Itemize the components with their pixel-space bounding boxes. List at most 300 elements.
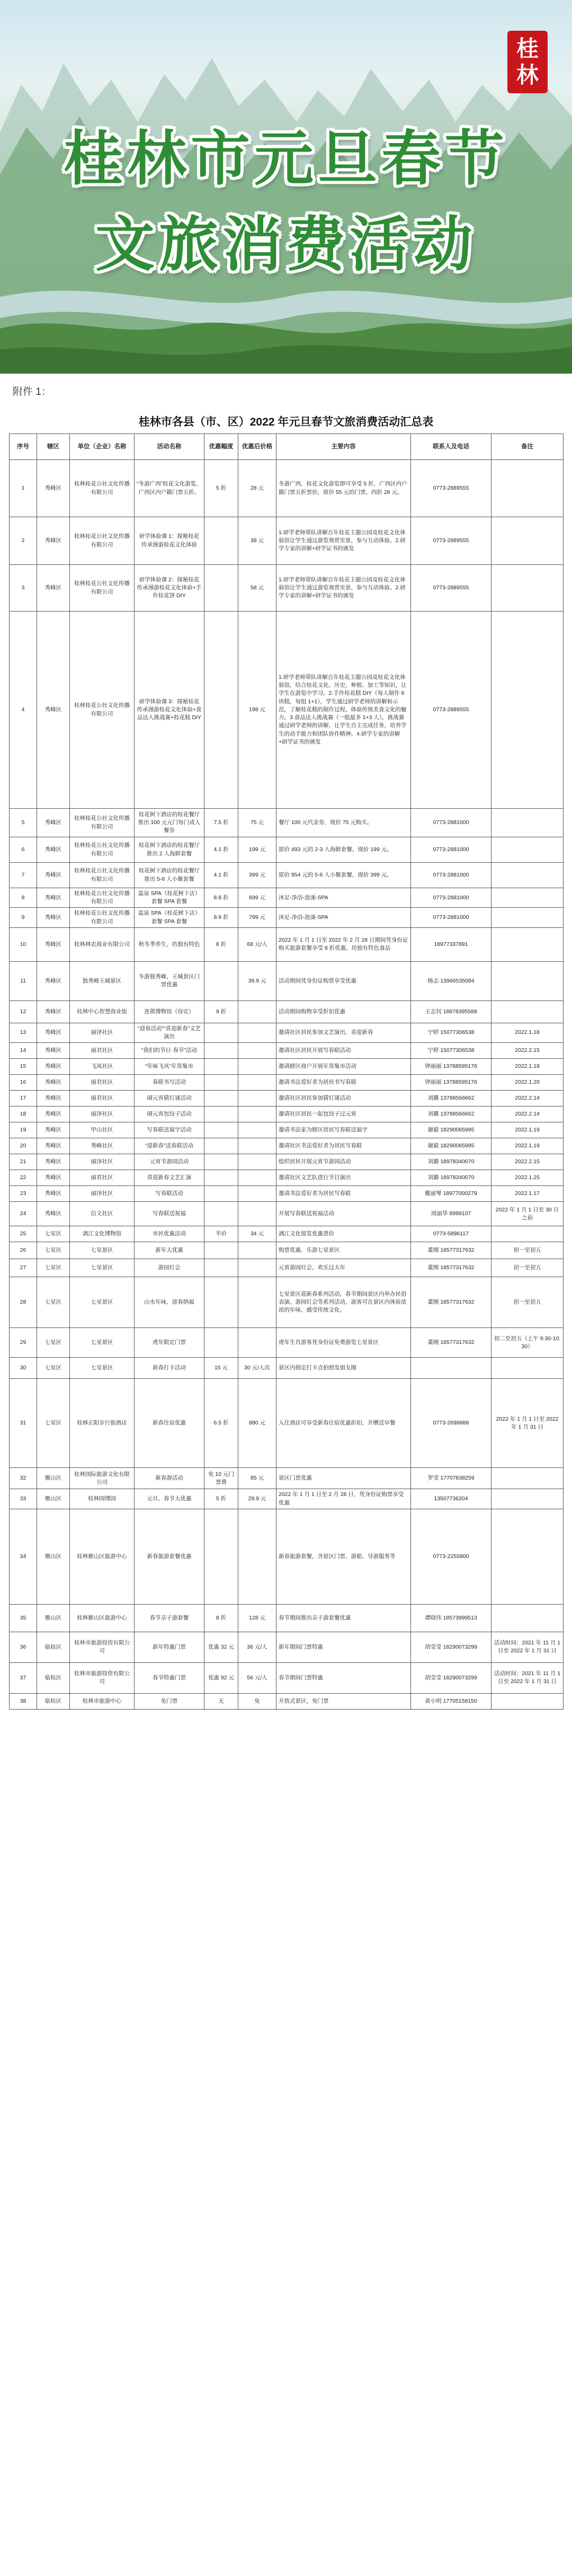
header-district: 辖区 xyxy=(37,434,70,460)
cell-organization: 桂林桂花公社文化传播有限公司 xyxy=(70,809,135,837)
cell-discount xyxy=(204,1023,238,1042)
cell-organization: 桂林雁山区旅游中心 xyxy=(70,1604,135,1632)
table-row xyxy=(10,908,564,927)
cell-organization: 丽君社区 xyxy=(70,1075,135,1091)
table-row xyxy=(10,1043,564,1059)
cell-remarks xyxy=(491,1604,564,1632)
cell-remarks xyxy=(491,1693,564,1709)
cell-contact: 0773-2889555 xyxy=(411,460,491,517)
cell-index: 3 xyxy=(10,565,37,612)
cell-organization: 桂林市旅游中心 xyxy=(70,1693,135,1709)
cell-discount: 8 折 xyxy=(204,1604,238,1632)
table-header-row xyxy=(10,434,564,460)
table-row xyxy=(10,1091,564,1106)
cell-district: 秀峰区 xyxy=(37,1186,70,1202)
cell-contact: 刘璐 18978340070 xyxy=(411,1154,491,1170)
cell-organization: 七星景区 xyxy=(70,1358,135,1379)
cell-remarks xyxy=(491,565,564,612)
cell-activity: 写春联送福字活动 xyxy=(135,1122,204,1138)
cell-contact: 0773-2881000 xyxy=(411,837,491,863)
banner-title-line1: 桂林市元旦春节 xyxy=(64,125,508,193)
cell-activity: 春节特惠门票 xyxy=(135,1662,204,1693)
banner-title-line2: 文旅消费活动 xyxy=(95,210,477,279)
cell-price: 75 元 xyxy=(238,809,276,837)
cell-price xyxy=(238,1170,276,1186)
cell-organization: 丽君社区 xyxy=(70,1091,135,1106)
cell-price: 85 元 xyxy=(238,1468,276,1489)
cell-activity: 游园灯会 xyxy=(135,1259,204,1277)
cell-contact: 0773-2881000 xyxy=(411,809,491,837)
cell-remarks: 初一至初五 xyxy=(491,1277,564,1328)
cell-activity: 研学体验课 3：探秘桂花传承漫游桂花文化体验+食品达人挑战赛+桂花糕 DIY xyxy=(135,612,204,809)
cell-index: 14 xyxy=(10,1043,37,1059)
cell-index: 32 xyxy=(10,1468,37,1489)
cell-organization: 漓江文化博物馆 xyxy=(70,1226,135,1242)
cell-district: 秀峰区 xyxy=(37,888,70,908)
cell-organization: 七星景区 xyxy=(70,1277,135,1328)
cell-activity: 闹元宵包饺子活动 xyxy=(135,1106,204,1122)
table-row xyxy=(10,517,564,565)
cell-contact: 0773-2889555 xyxy=(411,612,491,809)
table-row xyxy=(10,1379,564,1468)
table-row xyxy=(10,1106,564,1122)
cell-price: 36 元/人 xyxy=(238,1632,276,1662)
cell-contact: 刘璐 13788566662 xyxy=(411,1091,491,1106)
cell-contact: 钟丽丽 13788595176 xyxy=(411,1059,491,1075)
cell-content: 活动期间购物享受折扣优惠 xyxy=(276,1001,411,1023)
cell-content: 1.研学老师带队讲解百年桂花主题公园及桂花文化体验馆让学生通过游览观赏实景，参与互动体验。2.研学专家的讲解+研学证书的颁发 xyxy=(276,517,411,565)
cell-content: 沐足-净浴-泡澡-SPA xyxy=(276,888,411,908)
cell-activity: 元旦、春节大优惠 xyxy=(135,1489,204,1509)
cell-discount: 7.5 折 xyxy=(204,809,238,837)
cell-index: 33 xyxy=(10,1489,37,1509)
cell-contact: 宁婷 15077306538 xyxy=(411,1043,491,1059)
cell-organization: 桂林桂花公社文化传播有限公司 xyxy=(70,888,135,908)
cell-organization: 桂林桂花公社文化传播有限公司 xyxy=(70,565,135,612)
header-price: 优惠后价格 xyxy=(238,434,276,460)
cell-price xyxy=(238,1186,276,1202)
cell-contact: 杨志 13966535084 xyxy=(411,961,491,1001)
cell-price xyxy=(238,1509,276,1604)
cell-content: 1.研学老师带队讲解百年桂花主题公园及桂花文化体验馆，结合桂花文化、历史、种植、加工等知识，让学生在游览中学习。2.手作桂花糕 DIY（每人制作 6 块糕，每组 1+1），学生通过研学老师的讲解和示范，了解桂花糕的制作过程，体验传统美食文化的魅力。3.食品达人挑战赛（一组最多 1+3 人），挑战赛通过研学老师的讲解，让学生自主完成任务，培养学生的动手能力和团队协作精神。4.研学专家的讲解+研学证书的颁发 xyxy=(276,612,411,809)
cell-organization: 信义社区 xyxy=(70,1202,135,1226)
cell-content: 邀请社区居民一起包饺子过元宵 xyxy=(276,1106,411,1122)
cell-activity: 温泉 SPA（桂花树下店）套餐 SPA 套餐 xyxy=(135,908,204,927)
cell-remarks: 2022.2.14 xyxy=(491,1106,564,1122)
cell-discount xyxy=(204,1186,238,1202)
cell-district: 秀峰区 xyxy=(37,1106,70,1122)
cell-price xyxy=(238,1091,276,1106)
cell-organization: 七星景区 xyxy=(70,1328,135,1358)
cell-district: 秀峰区 xyxy=(37,1154,70,1170)
cell-activity: 免门票 xyxy=(135,1693,204,1709)
cell-activity: 虎年限定门票 xyxy=(135,1328,204,1358)
table-row xyxy=(10,1138,564,1154)
cell-remarks: 2022.1.19 xyxy=(491,1138,564,1154)
cell-contact: 0773-2881000 xyxy=(411,888,491,908)
cell-remarks: 2022 年 1 月 1 日至 30 日之前 xyxy=(491,1202,564,1226)
cell-contact: 谭晓伟 18573999513 xyxy=(411,1604,491,1632)
cell-district: 秀峰区 xyxy=(37,863,70,888)
cell-contact: 刘璐 18978340070 xyxy=(411,1170,491,1186)
table-row xyxy=(10,1509,564,1604)
cell-remarks: 活动时间：2021 年 11 月 1 日至 2022 年 1 月 31 日 xyxy=(491,1632,564,1662)
cell-remarks xyxy=(491,908,564,927)
cell-content: 春节期间门票特惠 xyxy=(276,1662,411,1693)
cell-discount: 15 元 xyxy=(204,1358,238,1379)
cell-contact: 周丽华 8999107 xyxy=(411,1202,491,1226)
cell-district: 临桂区 xyxy=(37,1693,70,1709)
cell-district: 秀峰区 xyxy=(37,809,70,837)
cell-content: 冬游广西，桂花文化游览即可享受 5 折，广西区内户籍门票五折票价，原价 55 元的门票，四折 28 元。 xyxy=(276,460,411,517)
cell-activity: 市民优惠活动 xyxy=(135,1226,204,1242)
cell-contact: 0773-2255800 xyxy=(411,1509,491,1604)
table-row xyxy=(10,1059,564,1075)
cell-price: 30 元/人次 xyxy=(238,1358,276,1379)
cell-remarks xyxy=(491,888,564,908)
table-row xyxy=(10,1604,564,1632)
cell-remarks xyxy=(491,460,564,517)
cell-contact xyxy=(411,1358,491,1379)
cell-index: 15 xyxy=(10,1059,37,1075)
cell-remarks xyxy=(491,837,564,863)
cell-remarks: 2022.1.17 xyxy=(491,1186,564,1202)
cell-organization: 桂林桂花公社文化传播有限公司 xyxy=(70,863,135,888)
cell-contact: 13507736204 xyxy=(411,1489,491,1509)
cell-district: 秀峰区 xyxy=(37,1059,70,1075)
cell-price xyxy=(238,1242,276,1259)
table-row xyxy=(10,1328,564,1358)
cell-district: 七星区 xyxy=(37,1259,70,1277)
table-row xyxy=(10,809,564,837)
cell-price: 34 元 xyxy=(238,1226,276,1242)
cell-remarks xyxy=(491,927,564,961)
cell-content: 邀请社区文艺队进行节目演出 xyxy=(276,1170,411,1186)
cell-remarks xyxy=(491,612,564,809)
cell-index: 34 xyxy=(10,1509,37,1604)
cell-remarks: 2022.1.18 xyxy=(491,1059,564,1075)
cell-district: 临桂区 xyxy=(37,1662,70,1693)
table-row xyxy=(10,1632,564,1662)
cell-price xyxy=(238,1202,276,1226)
table-row xyxy=(10,1277,564,1328)
cell-remarks: 2022.1.18 xyxy=(491,1023,564,1042)
cell-discount: 8 折 xyxy=(204,927,238,961)
cell-organization: 飞凤社区 xyxy=(70,1059,135,1075)
cell-activity: “冬游广西”桂花文化游览，广西区内户籍门票五折。 xyxy=(135,460,204,517)
cell-organization: 独秀峰王城景区 xyxy=(70,961,135,1001)
cell-index: 12 xyxy=(10,1001,37,1023)
cell-discount xyxy=(204,1242,238,1259)
cell-contact: 0773-2889555 xyxy=(411,565,491,612)
table-row xyxy=(10,1075,564,1091)
cell-index: 8 xyxy=(10,888,37,908)
cell-activity: 新春游活动 xyxy=(135,1468,204,1489)
cell-content: 景区门票优惠 xyxy=(276,1468,411,1489)
header-contact: 联系人及电话 xyxy=(411,434,491,460)
cell-discount: 5 折 xyxy=(204,1489,238,1509)
cell-discount: 半价 xyxy=(204,1226,238,1242)
cell-remarks xyxy=(491,517,564,565)
cell-index: 20 xyxy=(10,1138,37,1154)
cell-district: 雁山区 xyxy=(37,1489,70,1509)
cell-district: 秀峰区 xyxy=(37,612,70,809)
cell-organization: 桂林桂花公社文化传播有限公司 xyxy=(70,837,135,863)
cell-content: 原价 954 元的 5-6 人小聚套餐，现价 399 元。 xyxy=(276,863,411,888)
cell-price xyxy=(238,1154,276,1170)
table-row xyxy=(10,1662,564,1693)
cell-contact: 董刚 18577317632 xyxy=(411,1277,491,1328)
cell-contact: 黄小明 17705158150 xyxy=(411,1693,491,1709)
table-row xyxy=(10,1259,564,1277)
cell-discount xyxy=(204,1106,238,1122)
cell-price xyxy=(238,1277,276,1328)
cell-organization: 丽泽社区 xyxy=(70,1154,135,1170)
cell-discount xyxy=(204,1202,238,1226)
cell-contact: 18977337891 xyxy=(411,927,491,961)
cell-remarks: 2022.1.19 xyxy=(491,1122,564,1138)
cell-organization: 桂林桂花公社文化传播有限公司 xyxy=(70,612,135,809)
cell-price: 56 元/人 xyxy=(238,1662,276,1693)
cell-index: 28 xyxy=(10,1277,37,1328)
cell-contact: 胡莹莹 18290073299 xyxy=(411,1632,491,1662)
cell-activity: 山水年味，迎春纳福 xyxy=(135,1277,204,1328)
cell-remarks xyxy=(491,809,564,837)
cell-discount xyxy=(204,1259,238,1277)
cell-index: 6 xyxy=(10,837,37,863)
cell-discount: 4.1 折 xyxy=(204,863,238,888)
cell-index: 1 xyxy=(10,460,37,517)
cell-price: 399 元 xyxy=(238,863,276,888)
cell-contact: 谢毅 18290065995 xyxy=(411,1122,491,1138)
table-row xyxy=(10,927,564,961)
cell-index: 17 xyxy=(10,1091,37,1106)
header-index: 序号 xyxy=(10,434,37,460)
cell-price xyxy=(238,1106,276,1122)
cell-activity: “年味飞凤”年货集市 xyxy=(135,1059,204,1075)
cell-activity: 桂花树下酒店的桂花餐厅推出 100 元元门每门成人餐券 xyxy=(135,809,204,837)
cell-district: 临桂区 xyxy=(37,1632,70,1662)
cell-contact: 刘璐 13788566662 xyxy=(411,1106,491,1122)
cell-district: 秀峰区 xyxy=(37,1138,70,1154)
cell-activity: 闹元宵猜灯谜活动 xyxy=(135,1091,204,1106)
cell-district: 七星区 xyxy=(37,1358,70,1379)
cell-organization: 桂林园博园 xyxy=(70,1489,135,1509)
cell-price: 699 元 xyxy=(238,888,276,908)
cell-contact: 董刚 18577317632 xyxy=(411,1259,491,1277)
cell-district: 秀峰区 xyxy=(37,908,70,927)
cell-index: 4 xyxy=(10,612,37,809)
cell-index: 36 xyxy=(10,1632,37,1662)
cell-district: 雁山区 xyxy=(37,1509,70,1604)
cell-remarks xyxy=(491,1468,564,1489)
cell-activity: 连锁博物馆（待定） xyxy=(135,1001,204,1023)
cell-organization: 丽泽社区 xyxy=(70,1186,135,1202)
cell-content: 邀请书法爱好者为居民书写春联 xyxy=(276,1075,411,1091)
cell-price: 799 元 xyxy=(238,908,276,927)
header-discount: 优惠幅度 xyxy=(204,434,238,460)
cell-district: 秀峰区 xyxy=(37,1001,70,1023)
cell-content: 邀请书法爱好者为居民写春联 xyxy=(276,1186,411,1202)
cell-contact: 罗莹 17707838259 xyxy=(411,1468,491,1489)
cell-remarks: 2022.1.25 xyxy=(491,1170,564,1186)
cell-discount: 9 折 xyxy=(204,1001,238,1023)
cell-activity: 春联书写活动 xyxy=(135,1075,204,1091)
cell-content: 活动期间凭身份证购票享受优惠 xyxy=(276,961,411,1001)
cell-activity: 写春联送祝福 xyxy=(135,1202,204,1226)
cell-index: 29 xyxy=(10,1328,37,1358)
cell-organization: 丽君社区 xyxy=(70,1043,135,1059)
cell-index: 9 xyxy=(10,908,37,927)
cell-activity: 新年大优惠 xyxy=(135,1242,204,1259)
activity-summary-table xyxy=(9,433,564,1710)
cell-index: 25 xyxy=(10,1226,37,1242)
cell-content: 元宵游园灯会，欢乐过大年 xyxy=(276,1259,411,1277)
table-row xyxy=(10,460,564,517)
cell-content: 邀请书法家为辖区居民写春联送福字 xyxy=(276,1122,411,1138)
table-row xyxy=(10,1242,564,1259)
table-row xyxy=(10,1468,564,1489)
cell-activity: 春节亲子游套餐 xyxy=(135,1604,204,1632)
cell-contact: 0773-2889555 xyxy=(411,517,491,565)
cell-discount: 8.8 折 xyxy=(204,888,238,908)
cell-activity: 元宵节游园活动 xyxy=(135,1154,204,1170)
table-row xyxy=(10,1154,564,1170)
table-body xyxy=(10,460,564,1710)
cell-organization: 桂林正阳步行街酒店 xyxy=(70,1379,135,1468)
cell-content: 2022 年 1 月 1 日至 2 月 28 日，凭身份证购票享受优惠 xyxy=(276,1489,411,1509)
cell-discount xyxy=(204,1509,238,1604)
cell-district: 秀峰区 xyxy=(37,1091,70,1106)
cell-content: 邀请社区居民开展写春联活动 xyxy=(276,1043,411,1059)
cell-price xyxy=(238,1138,276,1154)
cell-index: 7 xyxy=(10,863,37,888)
cell-contact: 0773-2881000 xyxy=(411,908,491,927)
cell-index: 2 xyxy=(10,517,37,565)
cell-content: 七星景区迎新春系列活动，春节期间景区内举办民俗表演、游园灯会等系列活动，游客可在景区内体验浓浓的年味，感受传统文化。 xyxy=(276,1277,411,1328)
cell-district: 七星区 xyxy=(37,1379,70,1468)
cell-discount xyxy=(204,612,238,809)
cell-contact: 宁婷 15077306538 xyxy=(411,1023,491,1042)
cell-discount xyxy=(204,1170,238,1186)
cell-content: 虎年生肖游客凭身份证免费游览七星景区 xyxy=(276,1328,411,1358)
cell-organization: 桂林桂花公社文化传播有限公司 xyxy=(70,460,135,517)
table-row xyxy=(10,1489,564,1509)
cell-activity: 新春住宿优惠 xyxy=(135,1379,204,1468)
cell-content: 开展写春联送祝福活动 xyxy=(276,1202,411,1226)
cell-contact: 胡莹莹 18290073299 xyxy=(411,1662,491,1693)
cell-remarks xyxy=(491,1001,564,1023)
cell-content: 邀请辖区商户开展年货集市活动 xyxy=(276,1059,411,1075)
cell-remarks xyxy=(491,1358,564,1379)
cell-discount: 4.1 折 xyxy=(204,837,238,863)
cell-content: 春节期间推出亲子游套餐优惠 xyxy=(276,1604,411,1632)
cell-discount: 6.5 折 xyxy=(204,1379,238,1468)
cell-district: 七星区 xyxy=(37,1226,70,1242)
cell-district: 雁山区 xyxy=(37,1468,70,1489)
cell-discount xyxy=(204,1075,238,1091)
table-row xyxy=(10,837,564,863)
table-row xyxy=(10,565,564,612)
cell-organization: 桂林国际旅游文化有限公司 xyxy=(70,1468,135,1489)
cell-activity: 新春打卡活动 xyxy=(135,1358,204,1379)
cell-district: 秀峰区 xyxy=(37,837,70,863)
cell-index: 16 xyxy=(10,1075,37,1091)
cell-content: 购票优惠，乐游七星景区 xyxy=(276,1242,411,1259)
attachment-label: 附件 1： xyxy=(13,386,51,397)
cell-content: 开放式景区，免门票 xyxy=(276,1693,411,1709)
cell-remarks xyxy=(491,961,564,1001)
cell-organization: 桂林雁山区旅游中心 xyxy=(70,1509,135,1604)
cell-activity: 冬游独秀峰，王城景区门票优惠 xyxy=(135,961,204,1001)
cell-remarks xyxy=(491,1489,564,1509)
cell-remarks: 初一至初五 xyxy=(491,1242,564,1259)
cell-remarks: 初一至初五 xyxy=(491,1259,564,1277)
cell-district: 秀峰区 xyxy=(37,565,70,612)
cell-district: 秀峰区 xyxy=(37,460,70,517)
cell-content: 邀请社区书法爱好者为居民写春联 xyxy=(276,1138,411,1154)
cell-index: 30 xyxy=(10,1358,37,1379)
cell-content: 漓江文化展览优惠票价 xyxy=(276,1226,411,1242)
cell-index: 13 xyxy=(10,1023,37,1042)
header-organization: 单位（企业）名称 xyxy=(70,434,135,460)
cell-activity: 研学体验课 2：探秘桂花传承漫游桂花文化体验+手作桂花饼 DIY xyxy=(135,565,204,612)
cell-district: 秀峰区 xyxy=(37,1075,70,1091)
cell-organization: 桂林市旅游投资有限公司 xyxy=(70,1662,135,1693)
cell-organization: 丽君社区 xyxy=(70,1170,135,1186)
cell-index: 38 xyxy=(10,1693,37,1709)
cell-content: 2022 年 1 月 1 日至 2022 年 2 月 28 日期间凭身份证购买旅游套餐享受 8 折优惠，坊独有特色食品 xyxy=(276,927,411,961)
cell-index: 10 xyxy=(10,927,37,961)
cell-price xyxy=(238,1001,276,1023)
table-row xyxy=(10,961,564,1001)
cell-discount xyxy=(204,565,238,612)
cell-remarks: 2022.2.15 xyxy=(491,1154,564,1170)
cell-organization: 桂林中心智慧商业街 xyxy=(70,1001,135,1023)
cell-contact: 戴丽琴 18977000279 xyxy=(411,1186,491,1202)
cell-index: 22 xyxy=(10,1170,37,1186)
cell-content: 景区内指定打卡点拍照发朋友圈 xyxy=(276,1358,411,1379)
cell-content: 餐厅 100 元代金券，现价 75 元购买。 xyxy=(276,809,411,837)
cell-price: 29.9 元 xyxy=(238,1489,276,1509)
cell-contact: 董刚 18577317632 xyxy=(411,1242,491,1259)
cell-discount xyxy=(204,517,238,565)
cell-activity: 温泉 SPA（桂花树下店）套餐 SPA 套餐 xyxy=(135,888,204,908)
table-row xyxy=(10,1226,564,1242)
cell-content: 入住酒店可享受新春住宿优惠折扣，并赠送早餐 xyxy=(276,1379,411,1468)
cell-discount xyxy=(204,1154,238,1170)
cell-district: 七星区 xyxy=(37,1277,70,1328)
cell-organization: 七星景区 xyxy=(70,1259,135,1277)
cell-content: 原价 493 元的 2-3 人海鲜套餐，现价 199 元。 xyxy=(276,837,411,863)
cell-price: 198 元 xyxy=(238,612,276,809)
cell-activity: “迎新春”送春联活动 xyxy=(135,1138,204,1154)
cell-price xyxy=(238,1023,276,1042)
cell-index: 27 xyxy=(10,1259,37,1277)
table-row xyxy=(10,863,564,888)
cell-district: 雁山区 xyxy=(37,1604,70,1632)
cell-contact: 王志钊 18878395588 xyxy=(411,1001,491,1023)
cell-remarks: 活动时间：2021 年 11 月 1 日至 2022 年 1 月 31 日 xyxy=(491,1662,564,1693)
cell-price: 128 元 xyxy=(238,1604,276,1632)
cell-content: 邀请社区居民参加猜灯谜活动 xyxy=(276,1091,411,1106)
cell-index: 21 xyxy=(10,1154,37,1170)
cell-remarks: 2022.2.15 xyxy=(491,1043,564,1059)
cell-district: 秀峰区 xyxy=(37,927,70,961)
cell-discount xyxy=(204,1043,238,1059)
cell-price: 68 元/人 xyxy=(238,927,276,961)
cell-remarks: 2022.2.14 xyxy=(491,1091,564,1106)
